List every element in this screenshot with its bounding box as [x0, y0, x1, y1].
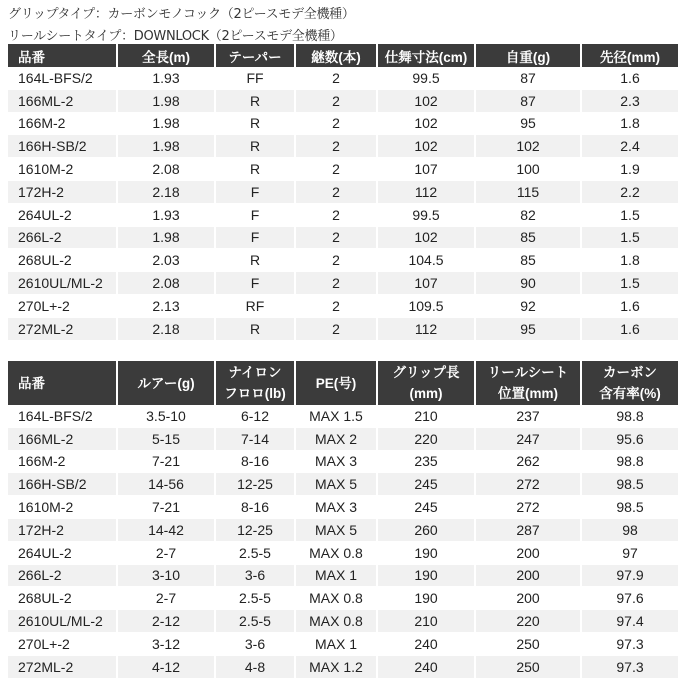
value-cell: 1.5	[582, 227, 678, 250]
value-cell: 7-21	[118, 496, 214, 519]
table-row	[8, 496, 678, 519]
value-cell: 99.5	[378, 67, 474, 90]
table-row	[8, 473, 678, 496]
value-cell: 85	[476, 249, 580, 272]
value-cell: F	[216, 227, 294, 250]
value-cell: 220	[476, 610, 580, 633]
model-cell: 264UL-2	[8, 542, 116, 565]
value-cell: 250	[476, 656, 580, 679]
model-cell: 272ML-2	[8, 318, 116, 341]
table-row	[8, 272, 678, 295]
grip-type-note: グリップタイプ：カーボンモノコック（2ピースモデ全機種）	[8, 7, 355, 22]
table-row	[8, 587, 678, 610]
value-cell: 97.3	[582, 656, 678, 679]
value-cell: 2	[296, 295, 376, 318]
value-cell: 102	[378, 135, 474, 158]
value-cell: 190	[378, 587, 474, 610]
value-cell: R	[216, 158, 294, 181]
value-cell: 97.3	[582, 633, 678, 656]
value-cell: 98	[582, 519, 678, 542]
value-cell: 2	[296, 249, 376, 272]
value-cell: 3-12	[118, 633, 214, 656]
value-cell: 1.8	[582, 113, 678, 136]
header-line: 品番	[18, 375, 45, 391]
model-cell: 166M-2	[8, 451, 116, 474]
spec-table-2	[6, 361, 680, 679]
value-cell: 7-14	[216, 428, 294, 451]
value-cell: 2.3	[582, 90, 678, 113]
column-header	[216, 361, 294, 405]
model-cell: 164L-BFS/2	[8, 405, 116, 428]
value-cell: 2-12	[118, 610, 214, 633]
value-cell: 92	[476, 295, 580, 318]
header-line: (mm)	[409, 386, 443, 401]
table-row	[8, 249, 678, 272]
value-cell: 3-10	[118, 565, 214, 588]
value-cell: 260	[378, 519, 474, 542]
value-cell: MAX 3	[296, 451, 376, 474]
value-cell: 2.03	[118, 249, 214, 272]
value-cell: 2.08	[118, 158, 214, 181]
value-cell: 190	[378, 542, 474, 565]
value-cell: MAX 1.2	[296, 656, 376, 679]
table-row	[8, 542, 678, 565]
value-cell: 104.5	[378, 249, 474, 272]
value-cell: 1.5	[582, 272, 678, 295]
value-cell: 272	[476, 473, 580, 496]
value-cell: 250	[476, 633, 580, 656]
model-cell: 1610M-2	[8, 158, 116, 181]
value-cell: 107	[378, 158, 474, 181]
model-cell: 2610UL/ML-2	[8, 610, 116, 633]
column-header	[8, 361, 116, 405]
value-cell: 2.5-5	[216, 587, 294, 610]
table-row	[8, 204, 678, 227]
table-row	[8, 158, 678, 181]
value-cell: 82	[476, 204, 580, 227]
header-line: カーボン	[603, 365, 657, 380]
value-cell: 220	[378, 428, 474, 451]
value-cell: 1.93	[118, 204, 214, 227]
value-cell: R	[216, 90, 294, 113]
value-cell: 2	[296, 113, 376, 136]
value-cell: 97.9	[582, 565, 678, 588]
value-cell: 95.6	[582, 428, 678, 451]
value-cell: 2.5-5	[216, 542, 294, 565]
value-cell: 272	[476, 496, 580, 519]
value-cell: R	[216, 318, 294, 341]
value-cell: 210	[378, 610, 474, 633]
value-cell: 102	[378, 113, 474, 136]
value-cell: 235	[378, 451, 474, 474]
column-header: 先径(mm)	[582, 44, 678, 67]
value-cell: 2	[296, 90, 376, 113]
table-row	[8, 113, 678, 136]
value-cell: 97	[582, 542, 678, 565]
value-cell: 95	[476, 113, 580, 136]
value-cell: 90	[476, 272, 580, 295]
table-row	[8, 295, 678, 318]
value-cell: 1.6	[582, 295, 678, 318]
value-cell: 2.18	[118, 318, 214, 341]
table-row	[8, 565, 678, 588]
model-cell: 272ML-2	[8, 656, 116, 679]
value-cell: 245	[378, 496, 474, 519]
value-cell: 2	[296, 272, 376, 295]
header-line: ナイロン	[228, 365, 282, 380]
value-cell: 107	[378, 272, 474, 295]
table-row	[8, 135, 678, 158]
value-cell: 99.5	[378, 204, 474, 227]
value-cell: 2	[296, 67, 376, 90]
table-row	[8, 428, 678, 451]
value-cell: MAX 5	[296, 519, 376, 542]
header-line: フロロ(lb)	[224, 386, 286, 401]
value-cell: 2.08	[118, 272, 214, 295]
table-row	[8, 67, 678, 90]
value-cell: 4-8	[216, 656, 294, 679]
value-cell: 247	[476, 428, 580, 451]
table-row	[8, 318, 678, 341]
value-cell: 2	[296, 318, 376, 341]
value-cell: 1.9	[582, 158, 678, 181]
value-cell: 240	[378, 656, 474, 679]
value-cell: 97.6	[582, 587, 678, 610]
value-cell: 98.5	[582, 496, 678, 519]
header-line: ルアー(g)	[137, 375, 195, 391]
value-cell: 262	[476, 451, 580, 474]
value-cell: RF	[216, 295, 294, 318]
value-cell: 4-12	[118, 656, 214, 679]
value-cell: 1.5	[582, 204, 678, 227]
value-cell: 8-16	[216, 496, 294, 519]
column-header: 仕舞寸法(cm)	[378, 44, 474, 67]
header-line: リールシート	[487, 365, 569, 380]
model-cell: 166ML-2	[8, 90, 116, 113]
value-cell: MAX 0.8	[296, 587, 376, 610]
column-header: 自重(g)	[476, 44, 580, 67]
value-cell: 109.5	[378, 295, 474, 318]
table-row	[8, 227, 678, 250]
column-header: テーパー	[216, 44, 294, 67]
value-cell: R	[216, 135, 294, 158]
value-cell: 245	[378, 473, 474, 496]
value-cell: 287	[476, 519, 580, 542]
model-cell: 166ML-2	[8, 428, 116, 451]
model-cell: 266L-2	[8, 565, 116, 588]
header-line: PE(号)	[315, 375, 357, 391]
value-cell: 2	[296, 227, 376, 250]
value-cell: 1.98	[118, 135, 214, 158]
model-cell: 264UL-2	[8, 204, 116, 227]
column-header	[582, 361, 678, 405]
value-cell: MAX 3	[296, 496, 376, 519]
value-cell: 2	[296, 204, 376, 227]
value-cell: 14-42	[118, 519, 214, 542]
value-cell: 102	[476, 135, 580, 158]
value-cell: 98.5	[582, 473, 678, 496]
value-cell: F	[216, 181, 294, 204]
column-header: 品番	[8, 44, 116, 67]
model-cell: 164L-BFS/2	[8, 67, 116, 90]
value-cell: 8-16	[216, 451, 294, 474]
value-cell: 1.6	[582, 318, 678, 341]
table-row	[8, 633, 678, 656]
column-header	[476, 361, 580, 405]
header-line: 位置(mm)	[498, 386, 558, 401]
value-cell: 100	[476, 158, 580, 181]
model-cell: 266L-2	[8, 227, 116, 250]
value-cell: 2.4	[582, 135, 678, 158]
value-cell: 240	[378, 633, 474, 656]
table-row	[8, 610, 678, 633]
value-cell: MAX 1	[296, 565, 376, 588]
value-cell: 14-56	[118, 473, 214, 496]
table-row	[8, 656, 678, 679]
value-cell: 95	[476, 318, 580, 341]
value-cell: 85	[476, 227, 580, 250]
value-cell: 115	[476, 181, 580, 204]
table-row	[8, 519, 678, 542]
value-cell: 1.6	[582, 67, 678, 90]
column-header	[296, 361, 376, 405]
column-header: 全長(m)	[118, 44, 214, 67]
value-cell: 2.13	[118, 295, 214, 318]
value-cell: MAX 2	[296, 428, 376, 451]
model-cell: 1610M-2	[8, 496, 116, 519]
value-cell: 210	[378, 405, 474, 428]
value-cell: 2	[296, 181, 376, 204]
model-cell: 172H-2	[8, 519, 116, 542]
column-header	[378, 361, 474, 405]
value-cell: 3.5-10	[118, 405, 214, 428]
model-cell: 166H-SB/2	[8, 135, 116, 158]
value-cell: 98.8	[582, 451, 678, 474]
table-row	[8, 405, 678, 428]
column-header	[118, 361, 214, 405]
table-row	[8, 181, 678, 204]
value-cell: 112	[378, 318, 474, 341]
reel-seat-type-note: リールシートタイプ：DOWNLOCK（2ピースモデ全機種）	[8, 29, 343, 44]
value-cell: 2-7	[118, 587, 214, 610]
value-cell: 1.98	[118, 90, 214, 113]
value-cell: 2.5-5	[216, 610, 294, 633]
value-cell: MAX 1	[296, 633, 376, 656]
value-cell: F	[216, 272, 294, 295]
value-cell: 1.98	[118, 227, 214, 250]
model-cell: 2610UL/ML-2	[8, 272, 116, 295]
value-cell: 97.4	[582, 610, 678, 633]
value-cell: F	[216, 204, 294, 227]
header-line: グリップ長	[392, 365, 460, 380]
model-cell: 172H-2	[8, 181, 116, 204]
value-cell: FF	[216, 67, 294, 90]
value-cell: 200	[476, 542, 580, 565]
value-cell: R	[216, 113, 294, 136]
value-cell: 2.2	[582, 181, 678, 204]
value-cell: R	[216, 249, 294, 272]
value-cell: MAX 0.8	[296, 542, 376, 565]
value-cell: MAX 1.5	[296, 405, 376, 428]
value-cell: 2	[296, 135, 376, 158]
value-cell: 3-6	[216, 633, 294, 656]
value-cell: 1.8	[582, 249, 678, 272]
value-cell: 2-7	[118, 542, 214, 565]
value-cell: 112	[378, 181, 474, 204]
value-cell: 12-25	[216, 519, 294, 542]
table-row	[8, 451, 678, 474]
value-cell: 7-21	[118, 451, 214, 474]
value-cell: 3-6	[216, 565, 294, 588]
column-header: 継数(本)	[296, 44, 376, 67]
value-cell: MAX 0.8	[296, 610, 376, 633]
table-row	[8, 90, 678, 113]
model-cell: 268UL-2	[8, 249, 116, 272]
value-cell: 2.18	[118, 181, 214, 204]
model-cell: 166M-2	[8, 113, 116, 136]
value-cell: 5-15	[118, 428, 214, 451]
header-line: 含有率(%)	[599, 386, 661, 401]
model-cell: 166H-SB/2	[8, 473, 116, 496]
value-cell: 12-25	[216, 473, 294, 496]
value-cell: MAX 5	[296, 473, 376, 496]
value-cell: 200	[476, 587, 580, 610]
value-cell: 87	[476, 67, 580, 90]
value-cell: 1.93	[118, 67, 214, 90]
model-cell: 270L+-2	[8, 295, 116, 318]
value-cell: 102	[378, 227, 474, 250]
value-cell: 237	[476, 405, 580, 428]
value-cell: 190	[378, 565, 474, 588]
value-cell: 2	[296, 158, 376, 181]
value-cell: 102	[378, 90, 474, 113]
value-cell: 200	[476, 565, 580, 588]
model-cell: 268UL-2	[8, 587, 116, 610]
value-cell: 1.98	[118, 113, 214, 136]
spec-table-1	[6, 44, 680, 341]
model-cell: 270L+-2	[8, 633, 116, 656]
value-cell: 87	[476, 90, 580, 113]
value-cell: 98.8	[582, 405, 678, 428]
value-cell: 6-12	[216, 405, 294, 428]
